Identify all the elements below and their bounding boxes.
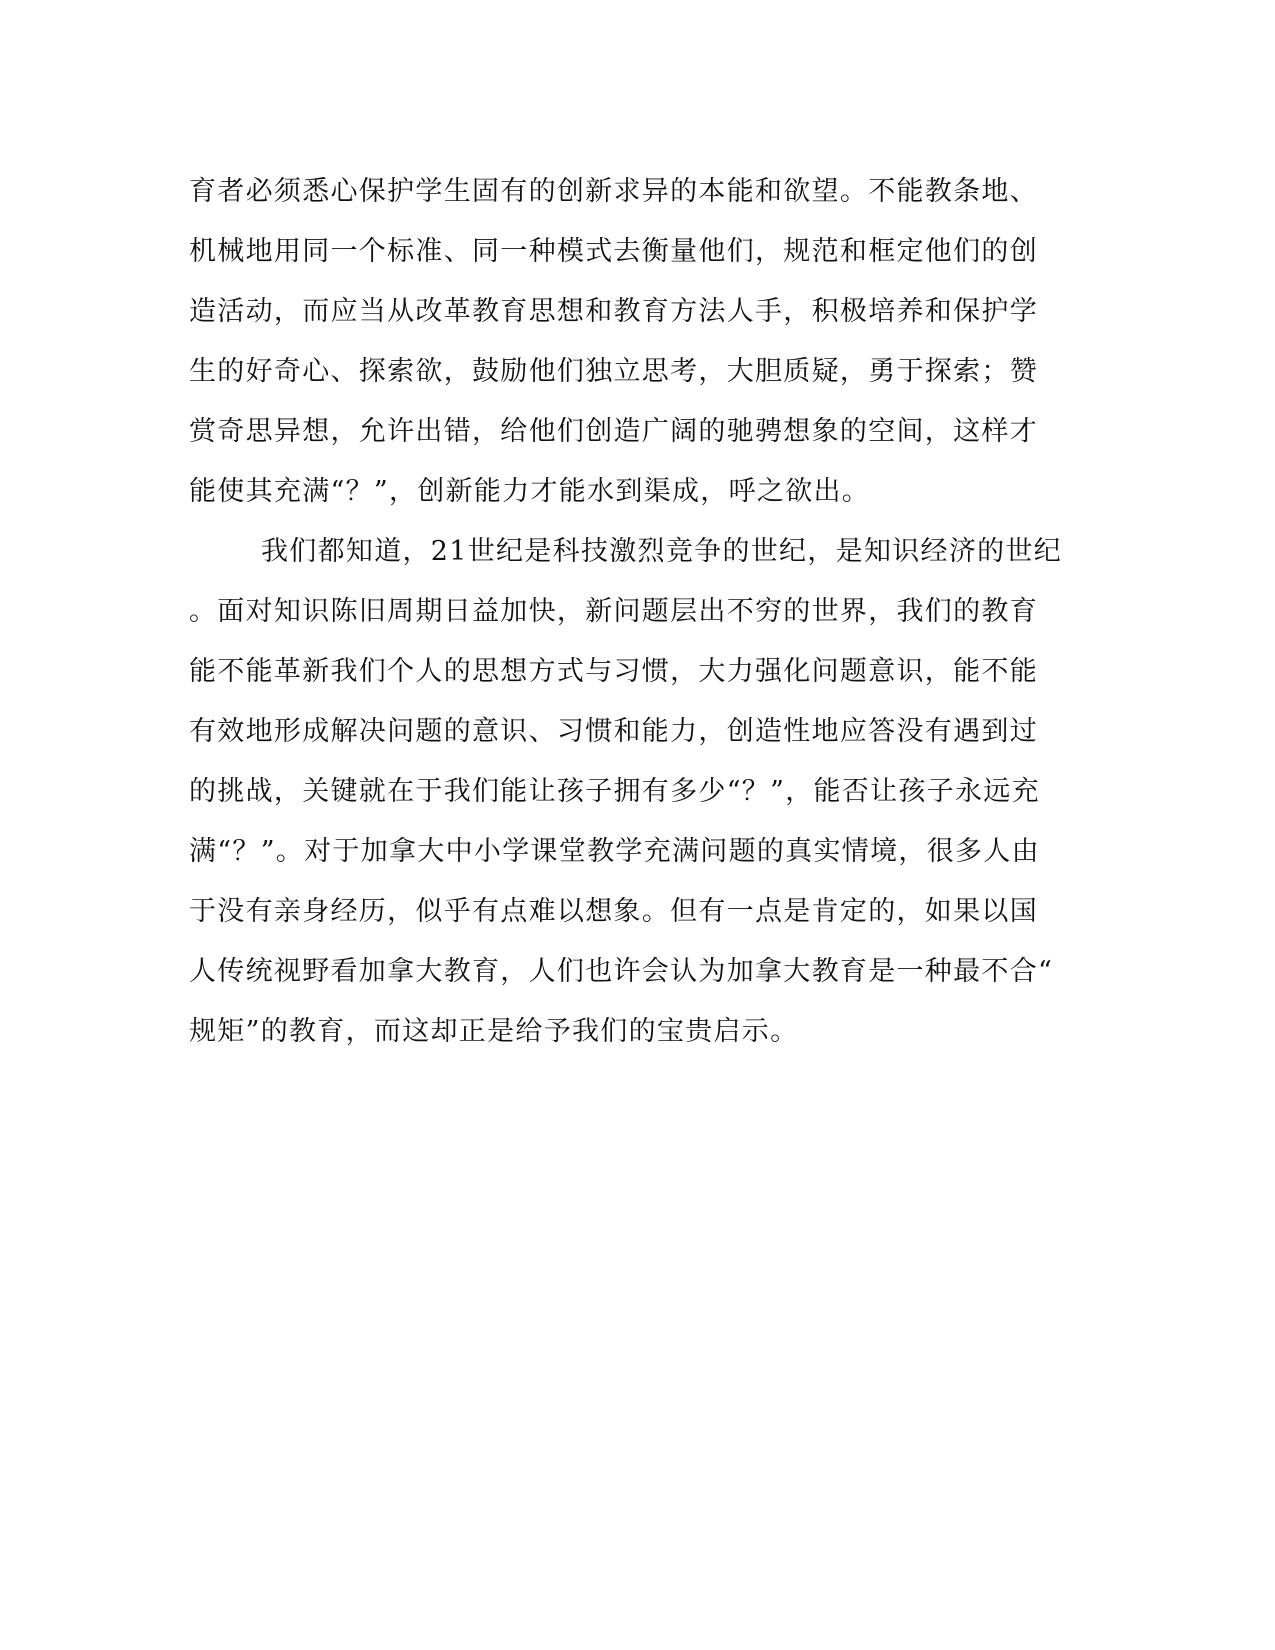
text-line: 生的好奇心、探索欲，鼓励他们独立思考，大胆质疑，勇于探索；赞 <box>189 356 1038 387</box>
text-line: 规矩”的教育，而这却正是给予我们的宝贵启示。 <box>189 1016 799 1047</box>
text-line: 造活动，而应当从改革教育思想和教育方法人手，积极培养和保护学 <box>189 296 1038 327</box>
body-text <box>189 162 1089 1062</box>
text-line: 育者必须悉心保护学生固有的创新求异的本能和欲望。不能教条地、 <box>189 176 1038 207</box>
text-line: 机械地用同一个标准、同一种模式去衡量他们，规范和框定他们的创 <box>189 236 1038 267</box>
text-line: 。面对知识陈旧周期日益加快，新问题层出不穷的世界，我们的教育 <box>189 596 1038 627</box>
text-line: 于没有亲身经历，似乎有点难以想象。但有一点是肯定的，如果以国 <box>189 896 1038 927</box>
text-line: 我们都知道，21世纪是科技激烈竞争的世纪，是知识经济的世纪 <box>261 536 1063 567</box>
paragraph-2 <box>189 522 1089 1062</box>
text-line: 有效地形成解决问题的意识、习惯和能力，创造性地应答没有遇到过 <box>189 716 1038 747</box>
paragraph-1 <box>189 162 1089 522</box>
text-line: 能不能革新我们个人的思想方式与习惯，大力强化问题意识，能不能 <box>189 656 1038 687</box>
text-line: 赏奇思异想，允许出错，给他们创造广阔的驰骋想象的空间，这样才 <box>189 416 1038 447</box>
text-line: 人传统视野看加拿大教育，人们也许会认为加拿大教育是一种最不合“ <box>189 956 1054 987</box>
text-line: 满“？”。对于加拿大中小学课堂教学充满问题的真实情境，很多人由 <box>189 836 1040 867</box>
text-line: 的挑战，关键就在于我们能让孩子拥有多少“？”，能否让孩子永远充 <box>189 776 1040 807</box>
text-line: 能使其充满“？”，创新能力才能水到渠成，呼之欲出。 <box>189 476 871 507</box>
